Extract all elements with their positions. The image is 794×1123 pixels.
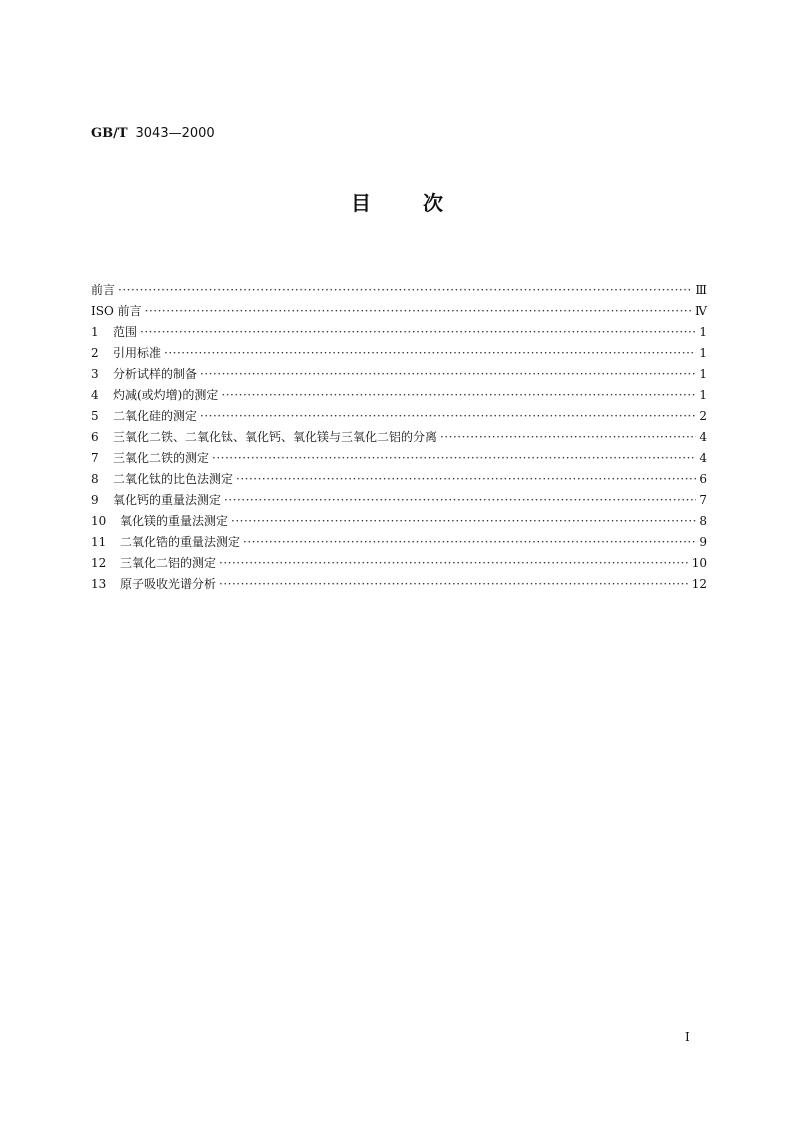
toc-entry-text: 灼减(或灼增)的测定 — [113, 388, 219, 402]
toc-entry-number: 1 — [91, 325, 99, 339]
standard-number: 3043—2000 — [135, 126, 215, 141]
toc-title — [0, 187, 794, 216]
toc-leader-dots — [200, 409, 696, 423]
toc-entry-page: 7 — [699, 493, 707, 507]
toc-entry-number: 3 — [91, 367, 99, 381]
standard-code — [91, 126, 215, 141]
toc-leader-dots — [118, 283, 692, 297]
toc-entry-text: 分析试样的制备 — [113, 367, 198, 381]
toc-entry[interactable] — [91, 344, 707, 365]
toc-leader-dots — [231, 514, 696, 528]
toc-entry-page: 9 — [699, 535, 707, 549]
toc-leader-dots — [140, 325, 696, 339]
toc-leader-dots — [219, 556, 689, 570]
toc-leader-dots — [221, 388, 696, 402]
toc-entry[interactable] — [91, 302, 707, 323]
toc-entry[interactable] — [91, 533, 707, 554]
toc-entry-text: 三氧化二铁、二氧化钛、氧化钙、氧化镁与三氧化二铝的分离 — [113, 430, 438, 444]
toc-entry[interactable] — [91, 512, 707, 533]
toc-entry-page: 8 — [699, 514, 707, 528]
toc-entry-text: 氧化镁的重量法测定 — [120, 514, 229, 528]
toc-entry-page: 6 — [699, 472, 707, 486]
toc-entry[interactable] — [91, 428, 707, 449]
toc-leader-dots — [200, 367, 696, 381]
toc-entry-page: Ⅲ — [695, 283, 707, 297]
toc-leader-dots — [224, 493, 696, 507]
toc-leader-dots — [145, 304, 692, 318]
toc-entry-number: 13 — [91, 577, 107, 591]
toc-entry-text: 三氧化二铝的测定 — [120, 556, 217, 570]
toc-entry-page: 12 — [691, 577, 707, 591]
toc-leader-dots — [236, 472, 696, 486]
toc-entry-page: Ⅳ — [695, 304, 707, 318]
toc-entry-text: 前言 — [91, 283, 116, 297]
table-of-contents — [91, 281, 707, 596]
toc-entry[interactable] — [91, 491, 707, 512]
standard-prefix: GB/T — [91, 126, 128, 141]
toc-entry-text: 二氧化锆的重量法测定 — [120, 535, 241, 549]
toc-leader-dots — [164, 346, 696, 360]
toc-entry[interactable] — [91, 323, 707, 344]
toc-leader-dots — [212, 451, 696, 465]
toc-entry-text: 氧化钙的重量法测定 — [113, 493, 222, 507]
toc-entry-page: 4 — [699, 430, 707, 444]
toc-entry[interactable] — [91, 365, 707, 386]
toc-entry-page: 2 — [699, 409, 707, 423]
toc-entry-number: 5 — [91, 409, 99, 423]
toc-entry-page: 1 — [699, 325, 707, 339]
toc-leader-dots — [243, 535, 696, 549]
toc-entry[interactable] — [91, 470, 707, 491]
toc-entry-number: 9 — [91, 493, 99, 507]
toc-leader-dots — [219, 577, 689, 591]
toc-entry-page: 1 — [699, 367, 707, 381]
toc-entry-number: 8 — [91, 472, 99, 486]
toc-entry-page: 1 — [699, 346, 707, 360]
toc-entry-text: 三氧化二铁的测定 — [113, 451, 210, 465]
toc-title-right: 次 — [423, 191, 443, 215]
toc-entry-text: 二氧化钛的比色法测定 — [113, 472, 234, 486]
toc-entry[interactable] — [91, 449, 707, 470]
toc-entry-page: 10 — [691, 556, 707, 570]
toc-title-left: 目 — [351, 191, 371, 215]
toc-entry[interactable] — [91, 575, 707, 596]
toc-entry-number: 7 — [91, 451, 99, 465]
page-number: I — [685, 1030, 690, 1044]
toc-entry-number: 4 — [91, 388, 99, 402]
toc-entry[interactable] — [91, 407, 707, 428]
toc-entry-page: 4 — [699, 451, 707, 465]
toc-entry-text: 范围 — [113, 325, 138, 339]
toc-entry[interactable] — [91, 386, 707, 407]
toc-entry-number: 11 — [91, 535, 107, 549]
toc-entry-text: 引用标准 — [113, 346, 162, 360]
toc-entry[interactable] — [91, 281, 707, 302]
toc-entry-number: 6 — [91, 430, 99, 444]
toc-entry-text: 原子吸收光谱分析 — [120, 577, 217, 591]
toc-entry-number: 10 — [91, 514, 107, 528]
toc-entry-number: 2 — [91, 346, 99, 360]
toc-entry-text: ISO 前言 — [91, 304, 142, 318]
toc-entry[interactable] — [91, 554, 707, 575]
toc-entry-number: 12 — [91, 556, 107, 570]
toc-entry-text: 二氧化硅的测定 — [113, 409, 198, 423]
toc-entry-page: 1 — [699, 388, 707, 402]
toc-leader-dots — [440, 430, 696, 444]
